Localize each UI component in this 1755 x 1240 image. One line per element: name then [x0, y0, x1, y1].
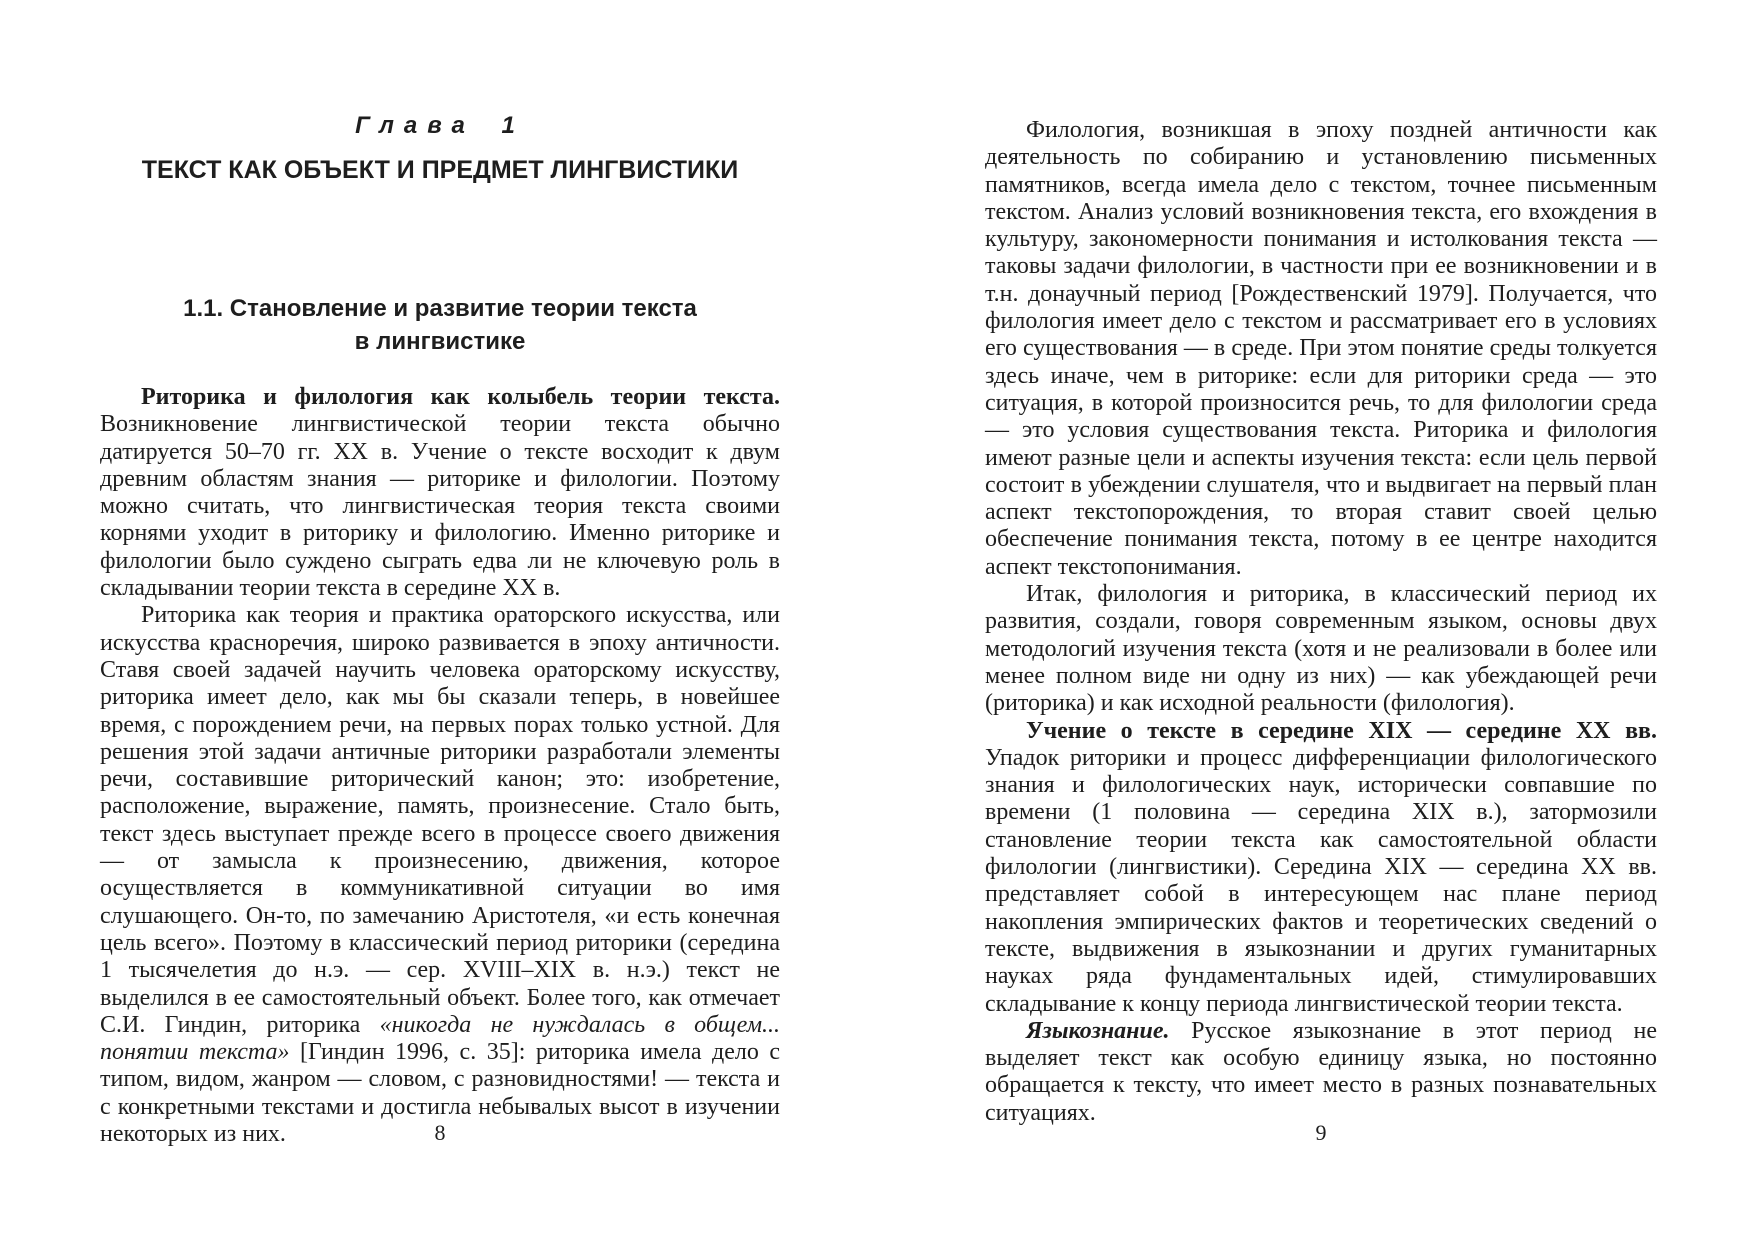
page-number: 8 — [434, 1120, 446, 1145]
paragraph-lead: Языкознание. — [1026, 1017, 1170, 1044]
paragraph — [985, 117, 1657, 581]
chapter-title: ТЕКСТ КАК ОБЪЕКТ И ПРЕДМЕТ ЛИНГВИСТИКИ — [141, 156, 739, 184]
paragraph — [985, 581, 1657, 717]
paragraph-lead: Риторика и филология как колыбель теории текста. — [141, 384, 780, 410]
paragraph-text: [Гиндин 1996, с. 35]: риторика имела дело с типом, видом, жанром — словом, с разновидностями! — текста и с конкретными текстами и достигла небывалых высот в изучении некоторых из них. — [100, 1039, 781, 1148]
paragraph-text: Риторика как теория и практика ораторского искусства, или искусства красноречия, широко развивается в эпоху античности. Ставя своей задачей научить человека ораторскому искусству, риторика имеет дело, как мы бы сказали теперь, в новейшее время, с порождением речи, на первых порах только устной. Для решения этой задачи античные риторики разработали элементы речи, составившие риторический канон; это: изобретение, расположение, выражение, память, произнесение. Стало быть, текст здесь выступает прежде всего в процессе своего движения — от замысла к произнесению, движения, которое осуществляется в коммуникативной ситуации во имя слушающего. Он-то, по замечанию Аристотеля, «и есть конечная цель всего». Поэтому в классический период риторики (середина 1 тысячелетия до н.э. — сер. XVIII–XIX в. н.э.) текст не выделился в ее самостоятельный объект. Более того, как отмечает С.И. Гиндин, риторика — [100, 602, 780, 1038]
paragraph-lead: Учение о тексте в середине XIX — середине XX вв. — [1026, 717, 1657, 744]
paragraph-text: Русское языкознание в этот период не выделяет текст как особую единицу языка, но постоянно обращается к тексту, что имеет место в разных познавательных ситуациях. — [985, 1017, 1657, 1126]
paragraph — [985, 1018, 1657, 1127]
paragraph — [985, 718, 1657, 1018]
page-number: 9 — [1315, 1120, 1327, 1145]
left-page-body — [100, 384, 780, 1148]
paragraph-text: Возникновение лингвистической теории текста обычно датируется 50–70 гг. XX в. Учение о тексте восходит к двум древним областям знания — риторике и филологии. Поэтому можно считать, что лингвистическая теория текста своими корнями уходит в риторику и филологию. Именно риторике и филологии было суждено сыграть едва ли не ключевую роль в складывании теории текста в середине XX в. — [100, 411, 780, 602]
paragraph-text: Упадок риторики и процесс дифференциации филологического знания и филологических наук, исторически совпавшие по времени (1 половина — середина XIX в.), затормозили становление теории текста как самостоятельной области филологии (лингвистики). Середина XIX — середина XX вв. представляет собой в интересующем нас плане период накопления эмпирических фактов и теоретических сведений о тексте, выдвижения в языкознании и других гуманитарных науках ряда фундаментальных идей, стимулировавших складывание к концу периода лингвистической теории текста. — [985, 744, 1657, 1017]
section-title-line-1: 1.1. Становление и развитие теории текста — [183, 295, 697, 322]
chapter-label: Глава 1 — [355, 112, 525, 139]
section-title — [100, 292, 780, 358]
right-page — [985, 0, 1657, 1240]
paragraph — [100, 602, 780, 1148]
section-title-line-2: в лингвистике — [354, 328, 526, 355]
right-page-body — [985, 117, 1657, 1127]
paragraph-text: Итак, филология и риторика, в классический период их развития, создали, говоря современным языком, основы двух методологий изучения текста (хотя и не реализовали в более или менее полном виде ни одну из них) — как убеждающей речи (риторика) и как исходной реальности (филология). — [985, 581, 1657, 717]
left-page — [100, 0, 780, 1240]
quotation: «никогда не нуждалась в общем... понятии текста» — [100, 1011, 781, 1066]
paragraph-text: Филология, возникшая в эпоху поздней античности как деятельность по собиранию и установлению письменных памятников, всегда имела дело с текстом, точнее письменным текстом. Анализ условий возникновения текста, его вхождения в культуру, закономерности понимания и истолкования текста — таковы задачи филологии, в частности при ее возникновении и в т.н. донаучный период [Рождественский 1979]. Получается, что филология имеет дело с текстом и рассматривает его в условиях его существования — в среде. При этом понятие среды толкуется здесь иначе, чем в риторике: если для риторики среда — это ситуация, в которой произносится речь, то для филологии среда — это условия существования текста. Риторика и филология имеют разные цели и аспекты изучения текста: если цель первой состоит в убеждении слушателя, что и выдвигает на первый план аспект текстопорождения, то вторая ставит своей целью обеспечение понимания текста, потому в ее центре находится аспект текстопонимания. — [985, 117, 1657, 580]
paragraph — [100, 384, 780, 602]
